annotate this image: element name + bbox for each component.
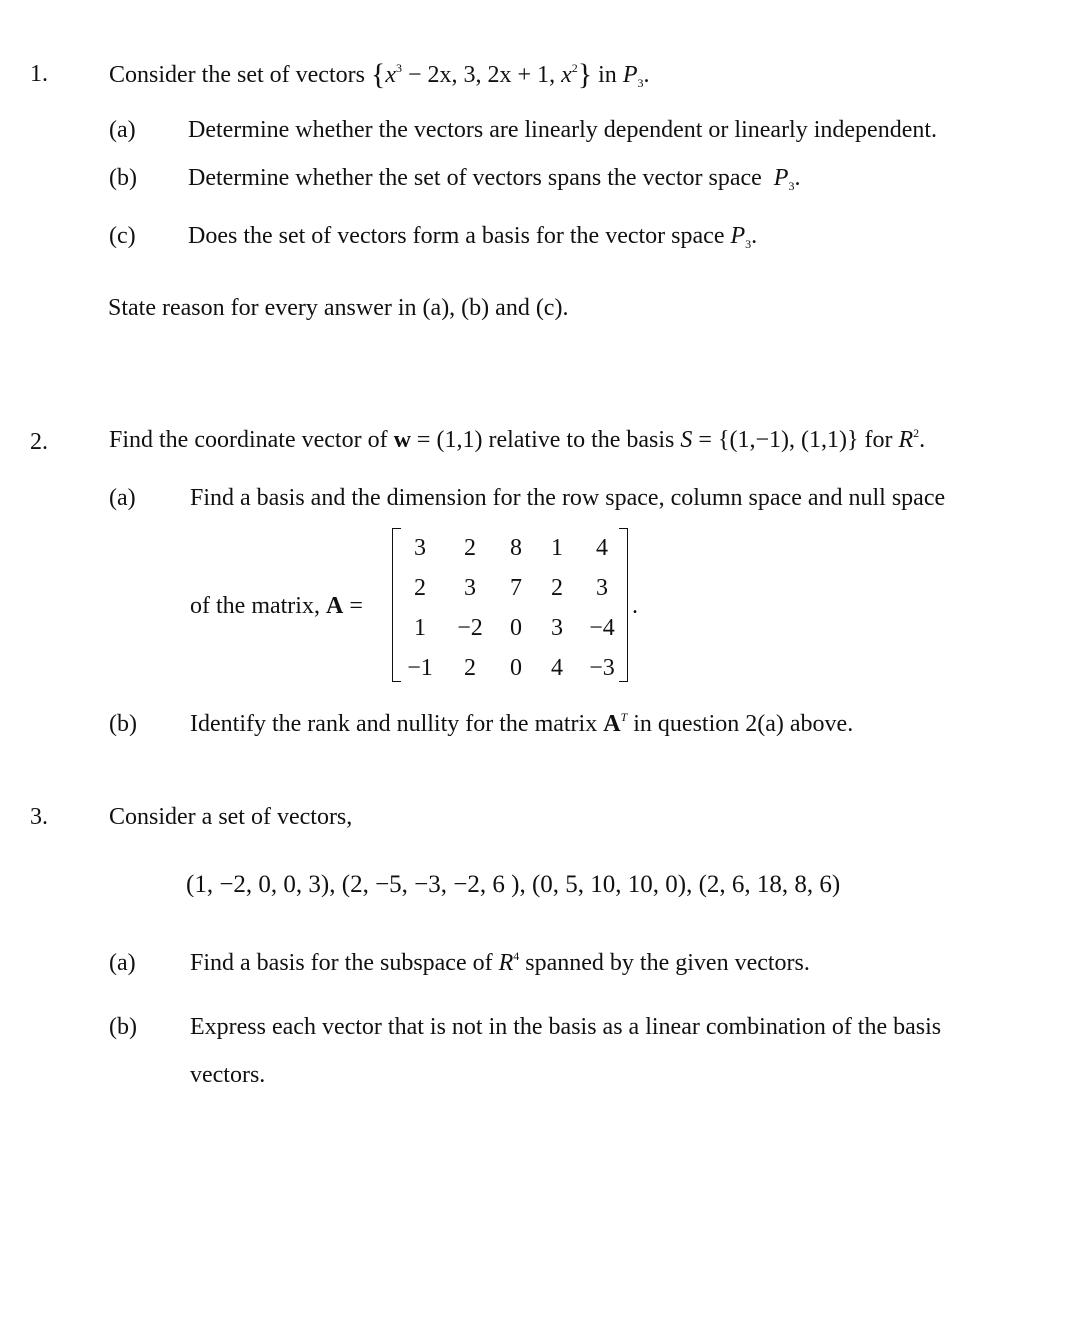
matrix-cell-r3-c1: 1	[414, 615, 426, 641]
q3-vectors: (1, −2, 0, 0, 3), (2, −5, −3, −2, 6 ), (0, 5, 10, 10, 0), (2, 6, 18, 8, 6)	[186, 871, 841, 898]
q1-part-c-text: Does the set of vectors form a basis for the vector space	[188, 223, 725, 249]
q3-part-a-label: (a)	[109, 950, 136, 976]
q2-stem-end: .	[919, 427, 926, 453]
matrix-cell-r4-c3: 0	[510, 655, 522, 681]
q2-part-a-text: Find a basis and the dimension for the row space, column space and null space	[190, 485, 946, 511]
q1-v1-rest: − 2x, 3, 2x + 1,	[402, 62, 562, 88]
matrix-cell-r3-c3: 0	[510, 615, 522, 641]
q1-part-a-label: (a)	[109, 117, 136, 143]
q1-part-c-end: .	[751, 223, 758, 249]
question-3-number: 3.	[30, 804, 48, 830]
q1-part-c-space-p: P	[730, 223, 746, 249]
q1-space-sub: 3	[637, 76, 644, 90]
matrix-cell-r4-c2: 2	[464, 655, 476, 681]
q3-part-b-label: (b)	[109, 1014, 137, 1040]
q3-part-b-line1: Express each vector that is not in the basis as a linear combination of the basis	[190, 1014, 942, 1040]
matrix-cell-r3-c5: −4	[589, 615, 615, 641]
q3-part-a-r: R	[498, 950, 514, 976]
matrix-cell-r4-c4: 4	[551, 655, 563, 681]
q2-stem-prefix: Find the coordinate vector of	[109, 427, 388, 453]
q1-note: State reason for every answer in (a), (b) and (c).	[108, 295, 569, 321]
matrix-cell-r1-c1: 3	[414, 535, 426, 561]
q1-v1-base: x	[385, 62, 396, 88]
matrix-cell-r2-c2: 3	[464, 575, 476, 601]
q2-part-b-line	[190, 712, 853, 736]
question-1-number: 1.	[30, 61, 48, 87]
question-2-stem	[109, 428, 925, 452]
q3-stem: Consider a set of vectors,	[109, 804, 353, 830]
q3-part-a-suffix: spanned by the given vectors.	[519, 950, 810, 976]
q2-r-exp: 2	[913, 426, 920, 440]
q3-part-a-exp: 4	[513, 949, 520, 963]
q1-part-a-text: Determine whether the vectors are linearly dependent or linearly independent.	[188, 117, 938, 143]
matrix-cell-r2-c1: 2	[414, 575, 426, 601]
matrix-cell-r1-c5: 4	[596, 535, 608, 561]
q3-part-a-line	[190, 951, 810, 975]
q2-stem-mid: relative to the basis	[482, 427, 681, 453]
q3-part-b-line2: vectors.	[190, 1062, 266, 1088]
q1-set-open: {	[370, 58, 386, 91]
q2-part-b-label: (b)	[109, 711, 137, 737]
matrix-cell-r1-c4: 1	[551, 535, 563, 561]
q1-set-close: }	[577, 58, 593, 91]
q2-part-a-label: (a)	[109, 485, 136, 511]
q1-part-b-space-p: P	[773, 165, 789, 191]
q2-matrix-end: .	[632, 593, 638, 619]
q1-part-b-space-sub: 3	[788, 179, 795, 193]
q1-stem-in: in	[592, 62, 623, 88]
q2-matrix-eq: =	[343, 593, 363, 619]
q1-part-c-label: (c)	[109, 223, 136, 249]
q1-part-b-label: (b)	[109, 165, 137, 191]
q1-part-c-line	[188, 223, 758, 251]
q2-part-b-exp-text: T	[620, 710, 628, 724]
q1-part-b-text: Determine whether the set of vectors spans the vector space	[188, 165, 762, 191]
matrix-cell-r2-c4: 2	[551, 575, 563, 601]
q1-part-b-line	[188, 165, 801, 193]
q1-stem-prefix: Consider the set of vectors	[109, 62, 365, 88]
q2-basis-value: = {(1,−1), (1,1)}	[692, 427, 859, 453]
q3-part-a-prefix: Find a basis for the subspace of	[190, 950, 493, 976]
question-2-number: 2.	[30, 429, 48, 455]
q2-part-b-suffix: in question 2(a) above.	[627, 711, 854, 737]
q2-part-b-prefix: Identify the rank and nullity for the matrix	[190, 711, 598, 737]
matrix-cell-r1-c2: 2	[464, 535, 476, 561]
q2-part-b-symbol: A	[603, 711, 621, 737]
q1-v4-base: x	[561, 62, 572, 88]
matrix-cell-r3-c2: −2	[457, 615, 483, 641]
q2-s-symbol: S	[680, 427, 693, 453]
q1-v4-exp: 2	[571, 61, 578, 75]
q2-w-symbol: w	[393, 427, 411, 453]
q2-r-symbol: R	[898, 427, 914, 453]
q1-stem-end: .	[643, 62, 650, 88]
matrix-cell-r2-c3: 7	[510, 575, 522, 601]
matrix-cell-r3-c4: 3	[551, 615, 563, 641]
q2-matrix-symbol: A	[325, 593, 344, 619]
matrix-cell-r4-c1: −1	[407, 655, 433, 681]
q2-matrix-prefix: of the matrix,	[190, 593, 320, 619]
matrix-cell-r1-c3: 8	[510, 535, 522, 561]
q1-v1-exp: 3	[396, 61, 402, 75]
matrix-cell-r4-c5: −3	[589, 655, 615, 681]
q1-space-p: P	[622, 62, 638, 88]
q2-w-value: = (1,1)	[410, 427, 483, 453]
question-1-stem	[109, 60, 649, 90]
q2-stem-for: for	[858, 427, 899, 453]
matrix-cell-r2-c5: 3	[596, 575, 608, 601]
q1-part-c-space-sub: 3	[745, 237, 752, 251]
q2-matrix-prefix-line	[190, 594, 363, 618]
matrix-a	[392, 528, 628, 680]
q1-part-b-end: .	[794, 165, 801, 191]
